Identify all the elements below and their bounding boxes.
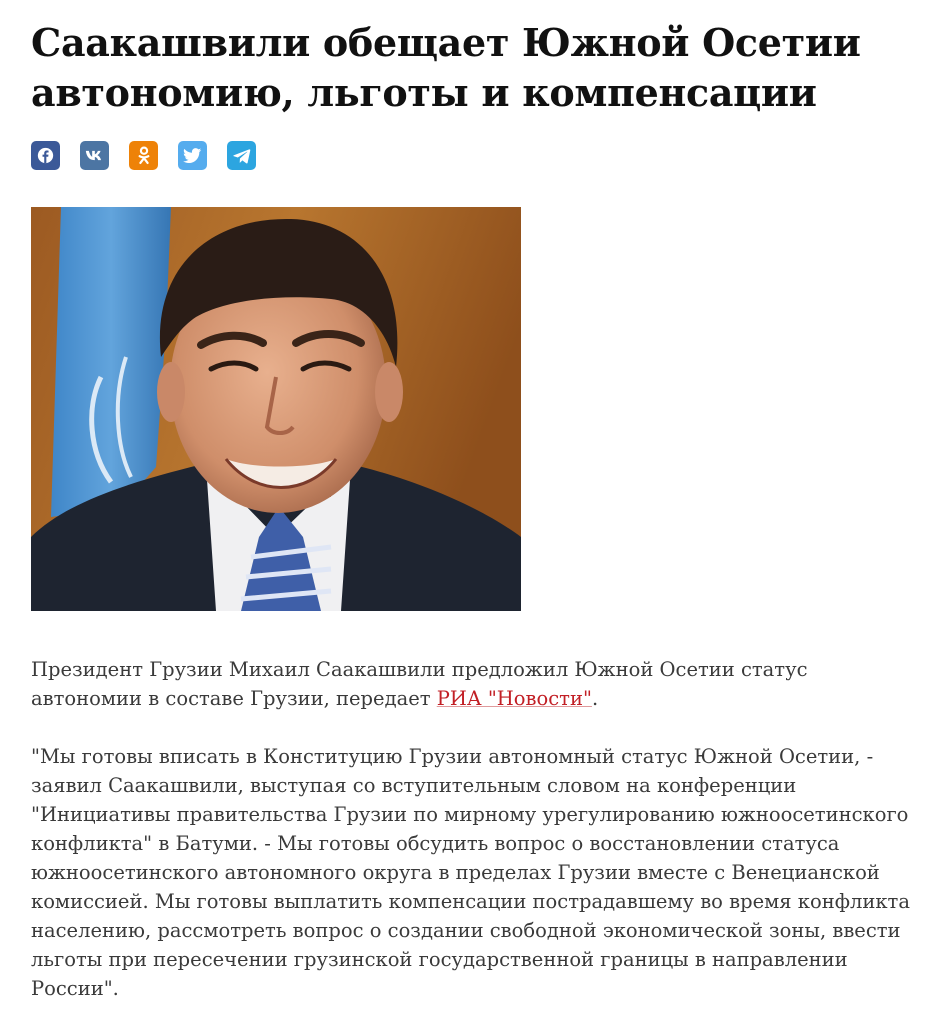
article-paragraph <box>31 655 911 713</box>
vk-icon <box>85 149 105 162</box>
source-link[interactable]: РИА "Новости" <box>436 687 592 710</box>
telegram-icon <box>233 148 251 164</box>
article-photo <box>31 207 521 611</box>
paragraph-text: Президент Грузии Михаил Саакашвили предложил Южной Осетии статус автономии в составе Грузии, передает <box>31 658 808 710</box>
share-buttons <box>31 141 256 170</box>
paragraph-text-end: . <box>591 687 599 710</box>
share-odnoklassniki-button[interactable] <box>129 141 158 170</box>
odnoklassniki-icon <box>137 146 151 166</box>
article-body <box>31 655 911 1032</box>
share-vk-button[interactable] <box>80 141 109 170</box>
share-telegram-button[interactable] <box>227 141 256 170</box>
share-facebook-button[interactable] <box>31 141 60 170</box>
share-twitter-button[interactable] <box>178 141 207 170</box>
article-title: Саакашвили обещает Южной Осетии автономию, льготы и компенсации <box>31 20 861 115</box>
facebook-icon <box>37 147 54 164</box>
twitter-icon <box>183 148 202 164</box>
article-paragraph-quote: "Мы готовы вписать в Конституцию Грузии автономный статус Южной Осетии, - заявил Саакашвили, выступая со вступительным словом на конференции "Инициативы правительства Грузии по мирному урегулированию южноосетинского конфликта" в Батуми. - Мы готовы обсудить вопрос о восстановлении статуса южноосетинского автономного округа в пределах Грузии вместе с Венецианской комиссией. Мы готовы выплатить компенсации пострадавшему во время конфликта населению, рассмотреть вопрос о создании свободной экономической зоны, ввести льготы при пересечении грузинской государственной границы в направлении России". <box>31 745 910 1000</box>
